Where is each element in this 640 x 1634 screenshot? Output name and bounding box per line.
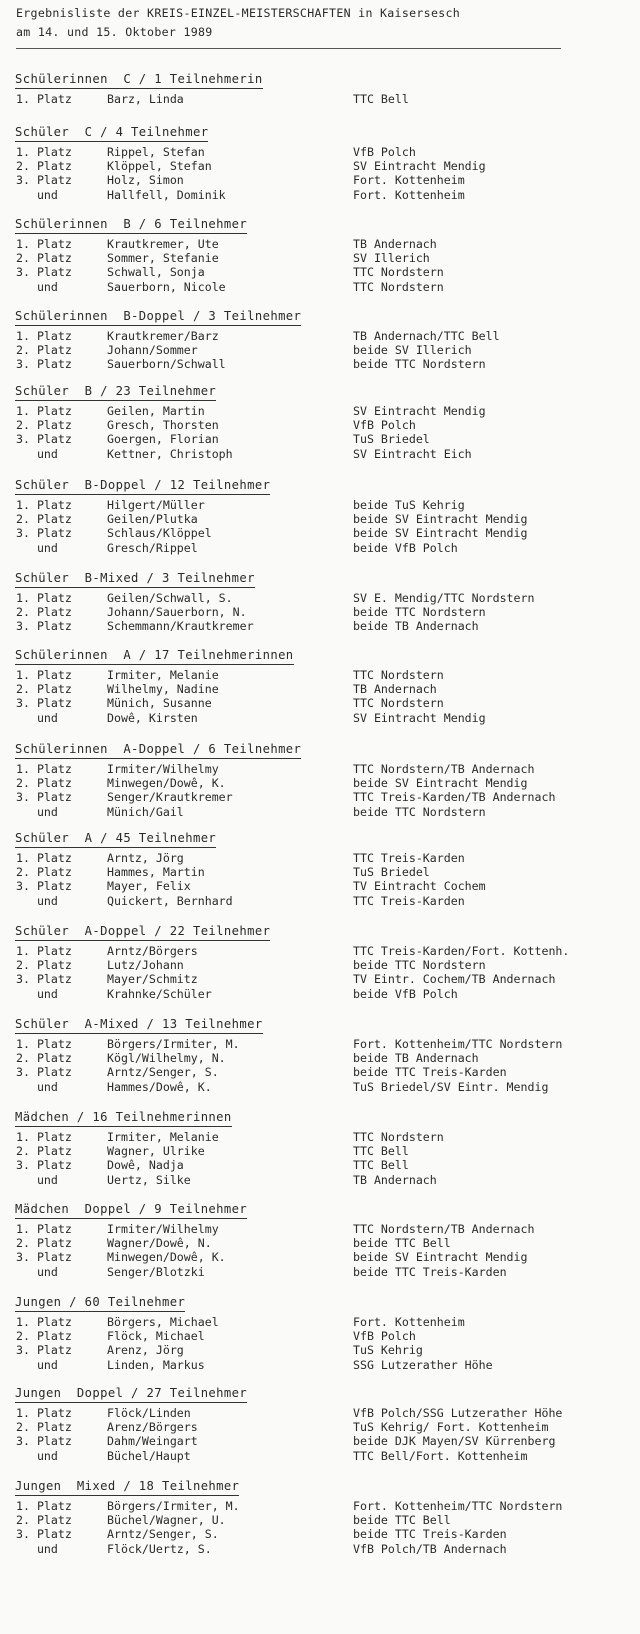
club-name: beide VfB Polch: [353, 986, 458, 1001]
club-name: TTC Treis-Karden: [353, 893, 465, 908]
player-name: Schlaus/Klöppel: [107, 526, 212, 541]
result-section: [15, 742, 635, 819]
placement: und: [16, 1541, 58, 1556]
placement: 3. Platz: [16, 1158, 72, 1173]
result-row: [15, 1527, 635, 1541]
player-name: Wilhelmy, Nadine: [107, 682, 219, 697]
result-row: [15, 188, 635, 202]
result-row: [15, 280, 635, 294]
result-section: [15, 571, 635, 634]
placement: 2. Platz: [16, 159, 72, 174]
result-row: [15, 805, 635, 819]
player-name: Sauerborn/Schwall: [107, 357, 226, 372]
player-name: Dowê, Nadja: [107, 1158, 184, 1173]
player-name: Hilgert/Müller: [107, 498, 205, 512]
placement: 1. Platz: [16, 668, 72, 682]
result-row: [15, 1358, 635, 1372]
club-name: Fort. Kottenheim: [353, 1315, 465, 1329]
result-row: [15, 1130, 635, 1144]
section-title: Schüler B-Mixed / 3 Teilnehmer: [15, 571, 255, 588]
club-name: TuS Briedel: [353, 865, 430, 880]
result-row: [15, 1144, 635, 1158]
result-row: [15, 251, 635, 265]
player-name: Kettner, Christoph: [107, 446, 233, 461]
club-name: TTC Bell: [353, 92, 409, 106]
club-name: VfB Polch/TB Andernach: [353, 1541, 507, 1556]
player-name: Schwall, Sonja: [107, 265, 205, 280]
club-name: Fort. Kottenheim: [353, 173, 465, 188]
club-name: TTC Nordstern: [353, 1130, 444, 1144]
placement: 1. Platz: [16, 1315, 72, 1329]
placement: 3. Platz: [16, 1065, 72, 1080]
placement: 2. Platz: [16, 251, 72, 266]
result-row: [15, 591, 635, 605]
section-title: Schülerinnen C / 1 Teilnehmerin: [15, 72, 263, 89]
club-name: TB Andernach: [353, 237, 437, 251]
club-name: beide SV Eintracht Mendig: [353, 526, 528, 541]
club-name: beide SV Illerich: [353, 343, 472, 358]
player-name: Johann/Sauerborn, N.: [107, 605, 247, 620]
result-row: [15, 1265, 635, 1279]
player-name: Krautkremer/Barz: [107, 329, 219, 343]
player-name: Sauerborn, Nicole: [107, 279, 226, 294]
result-section: [15, 831, 635, 908]
placement: 2. Platz: [16, 1420, 72, 1435]
player-name: Minwegen/Dowê, K.: [107, 776, 226, 791]
placement: 2. Platz: [16, 418, 72, 433]
placement: 2. Platz: [16, 865, 72, 880]
club-name: TuS Briedel: [353, 432, 430, 447]
result-row: [15, 711, 635, 725]
player-name: Senger/Blotzki: [107, 1264, 205, 1279]
club-name: beide DJK Mayen/SV Kürrenberg: [353, 1434, 556, 1449]
placement: 3. Platz: [16, 696, 72, 711]
section-title: Schülerinnen B / 6 Teilnehmer: [15, 217, 247, 234]
player-name: Sommer, Stefanie: [107, 251, 219, 266]
result-row: [15, 1542, 635, 1556]
player-name: Barz, Linda: [107, 92, 184, 106]
club-name: beide TuS Kehrig: [353, 498, 465, 512]
result-row: [15, 404, 635, 418]
placement: 1. Platz: [16, 404, 72, 418]
result-row: [15, 265, 635, 279]
club-name: Fort. Kottenheim/TTC Nordstern: [353, 1499, 563, 1513]
placement: und: [16, 986, 58, 1001]
result-row: [15, 790, 635, 804]
club-name: VfB Polch: [353, 1329, 416, 1344]
section-title: Schülerinnen A-Doppel / 6 Teilnehmer: [15, 742, 301, 759]
player-name: Geilen, Martin: [107, 404, 205, 418]
result-row: [15, 851, 635, 865]
result-section: [15, 478, 635, 555]
section-title: Mädchen Doppel / 9 Teilnehmer: [15, 1202, 247, 1219]
result-row: [15, 958, 635, 972]
player-name: Büchel/Wagner, U.: [107, 1513, 226, 1528]
placement: 1. Platz: [16, 329, 72, 343]
result-section: [15, 1295, 635, 1372]
player-name: Arenz/Börgers: [107, 1420, 198, 1435]
result-row: [15, 696, 635, 710]
section-title: Jungen / 60 Teilnehmer: [15, 1295, 185, 1312]
player-name: Schemmann/Krautkremer: [107, 619, 254, 634]
result-row: [15, 776, 635, 790]
placement: 1. Platz: [16, 498, 72, 512]
player-name: Goergen, Florian: [107, 432, 219, 447]
club-name: beide TB Andernach: [353, 1051, 479, 1066]
club-name: TTC Bell: [353, 1144, 409, 1159]
section-title: Schüler A-Doppel / 22 Teilnehmer: [15, 924, 270, 941]
club-name: TTC Treis-Karden: [353, 851, 465, 865]
result-row: [15, 498, 635, 512]
club-name: TuS Kehrig/ Fort. Kottenheim: [353, 1420, 549, 1435]
result-section: [15, 648, 635, 725]
player-name: Hammes, Martin: [107, 865, 205, 880]
player-name: Klöppel, Stefan: [107, 159, 212, 174]
club-name: SV E. Mendig/TTC Nordstern: [353, 591, 535, 605]
player-name: Quickert, Bernhard: [107, 893, 233, 908]
result-row: [15, 894, 635, 908]
player-name: Rippel, Stefan: [107, 145, 205, 159]
result-row: [15, 1222, 635, 1236]
placement: und: [16, 1079, 58, 1094]
placement: und: [16, 1172, 58, 1187]
section-title: Jungen Mixed / 18 Teilnehmer: [15, 1479, 239, 1496]
placement: 1. Platz: [16, 1406, 72, 1420]
result-row: [15, 1406, 635, 1420]
result-section: [15, 1017, 635, 1094]
placement: 3. Platz: [16, 1343, 72, 1358]
player-name: Wagner/Dowê, N.: [107, 1236, 212, 1251]
placement: 1. Platz: [16, 851, 72, 865]
placement: und: [16, 1264, 58, 1279]
result-row: [15, 762, 635, 776]
player-name: Flöck, Michael: [107, 1329, 205, 1344]
placement: 3. Platz: [16, 790, 72, 805]
section-title: Schülerinnen A / 17 Teilnehmerinnen: [15, 648, 294, 665]
club-name: beide TTC Bell: [353, 1513, 451, 1528]
placement: und: [16, 540, 58, 555]
player-name: Gresch, Thorsten: [107, 418, 219, 433]
result-row: [15, 1434, 635, 1448]
club-name: TV Eintracht Cochem: [353, 879, 486, 894]
result-row: [15, 1499, 635, 1513]
player-name: Johann/Sommer: [107, 343, 198, 358]
result-row: [15, 972, 635, 986]
result-row: [15, 173, 635, 187]
result-section: [15, 1479, 635, 1556]
placement: 2. Platz: [16, 512, 72, 527]
result-row: [15, 526, 635, 540]
placement: und: [16, 804, 58, 819]
club-name: TTC Nordstern: [353, 668, 444, 682]
section-title: Schüler A / 45 Teilnehmer: [15, 831, 216, 848]
club-name: beide TTC Nordstern: [353, 958, 486, 973]
club-name: beide TB Andernach: [353, 619, 479, 634]
club-name: SV Eintracht Mendig: [353, 159, 486, 174]
section-title: Schüler B-Doppel / 12 Teilnehmer: [15, 478, 270, 495]
club-name: Fort. Kottenheim/TTC Nordstern: [353, 1037, 563, 1051]
placement: 1. Platz: [16, 237, 72, 251]
result-row: [15, 1449, 635, 1463]
placement: 2. Platz: [16, 1513, 72, 1528]
club-name: TTC Treis-Karden/TB Andernach: [353, 790, 556, 805]
club-name: beide VfB Polch: [353, 540, 458, 555]
club-name: beide SV Eintracht Mendig: [353, 1250, 528, 1265]
result-row: [15, 145, 635, 159]
club-name: TTC Nordstern: [353, 279, 444, 294]
result-row: [15, 329, 635, 343]
result-row: [15, 541, 635, 555]
section-title: Mädchen / 16 Teilnehmerinnen: [15, 1110, 232, 1127]
player-name: Arntz, Jörg: [107, 851, 184, 865]
club-name: TB Andernach: [353, 1172, 437, 1187]
placement: 3. Platz: [16, 879, 72, 894]
section-title: Jungen Doppel / 27 Teilnehmer: [15, 1386, 247, 1403]
placement: 3. Platz: [16, 1434, 72, 1449]
section-title: Schüler C / 4 Teilnehmer: [15, 125, 208, 142]
placement: 1. Platz: [16, 92, 72, 106]
player-name: Geilen/Schwall, S.: [107, 591, 233, 605]
placement: 2. Platz: [16, 343, 72, 358]
placement: 3. Platz: [16, 526, 72, 541]
club-name: VfB Polch/SSG Lutzerather Höhe: [353, 1406, 563, 1420]
placement: 1. Platz: [16, 1037, 72, 1051]
result-row: [15, 432, 635, 446]
document-title: Ergebnisliste der KREIS-EINZEL-MEISTERSCHAFTEN in Kaisersesch: [16, 6, 461, 20]
result-row: [15, 1158, 635, 1172]
placement: 2. Platz: [16, 958, 72, 973]
player-name: Münich, Susanne: [107, 696, 212, 711]
player-name: Irmiter, Melanie: [107, 668, 219, 682]
result-row: [15, 1065, 635, 1079]
placement: und: [16, 893, 58, 908]
result-row: [15, 879, 635, 893]
placement: 2. Platz: [16, 776, 72, 791]
result-row: [15, 865, 635, 879]
club-name: SSG Lutzerather Höhe: [353, 1357, 493, 1372]
result-row: [15, 343, 635, 357]
club-name: beide TTC Treis-Karden: [353, 1065, 507, 1080]
placement: 1. Platz: [16, 1222, 72, 1236]
club-name: TB Andernach/TTC Bell: [353, 329, 500, 343]
section-title: Schüler A-Mixed / 13 Teilnehmer: [15, 1017, 263, 1034]
result-row: [15, 1236, 635, 1250]
result-row: [15, 668, 635, 682]
placement: 3. Platz: [16, 173, 72, 188]
player-name: Krautkremer, Ute: [107, 237, 219, 251]
placement: 3. Platz: [16, 1250, 72, 1265]
placement: 1. Platz: [16, 591, 72, 605]
placement: 3. Platz: [16, 619, 72, 634]
placement: und: [16, 1448, 58, 1463]
result-row: [15, 237, 635, 251]
result-section: [15, 924, 635, 1001]
result-section: [15, 1202, 635, 1279]
player-name: Dowê, Kirsten: [107, 710, 198, 725]
player-name: Irmiter/Wilhelmy: [107, 762, 219, 776]
player-name: Minwegen/Dowê, K.: [107, 1250, 226, 1265]
result-row: [15, 987, 635, 1001]
club-name: Fort. Kottenheim: [353, 187, 465, 202]
result-section: [15, 1110, 635, 1187]
player-name: Arenz, Jörg: [107, 1343, 184, 1358]
placement: 3. Platz: [16, 972, 72, 987]
placement: 1. Platz: [16, 1130, 72, 1144]
result-row: [15, 1037, 635, 1051]
result-row: [15, 605, 635, 619]
result-section: [15, 72, 635, 106]
club-name: TTC Nordstern/TB Andernach: [353, 762, 535, 776]
player-name: Geilen/Plutka: [107, 512, 198, 527]
result-row: [15, 682, 635, 696]
club-name: beide TTC Treis-Karden: [353, 1264, 507, 1279]
player-name: Irmiter/Wilhelmy: [107, 1222, 219, 1236]
player-name: Lutz/Johann: [107, 958, 184, 973]
result-row: [15, 1420, 635, 1434]
club-name: SV Eintracht Eich: [353, 446, 472, 461]
club-name: beide TTC Treis-Karden: [353, 1527, 507, 1542]
placement: und: [16, 279, 58, 294]
placement: 2. Platz: [16, 1236, 72, 1251]
placement: und: [16, 446, 58, 461]
placement: und: [16, 1357, 58, 1372]
player-name: Irmiter, Melanie: [107, 1130, 219, 1144]
result-section: [15, 125, 635, 202]
result-row: [15, 944, 635, 958]
player-name: Arntz/Börgers: [107, 944, 198, 958]
club-name: SV Illerich: [353, 251, 430, 266]
club-name: beide TTC Nordstern: [353, 605, 486, 620]
result-row: [15, 159, 635, 173]
club-name: TTC Nordstern/TB Andernach: [353, 1222, 535, 1236]
result-row: [15, 1329, 635, 1343]
player-name: Börgers, Michael: [107, 1315, 219, 1329]
placement: und: [16, 710, 58, 725]
club-name: beide TTC Nordstern: [353, 804, 486, 819]
placement: 2. Platz: [16, 605, 72, 620]
player-name: Senger/Krautkremer: [107, 790, 233, 805]
club-name: beide TTC Bell: [353, 1236, 451, 1251]
club-name: beide SV Eintracht Mendig: [353, 512, 528, 527]
player-name: Büchel/Haupt: [107, 1448, 191, 1463]
player-name: Krahnke/Schüler: [107, 986, 212, 1001]
result-section: [15, 309, 635, 372]
club-name: SV Eintracht Mendig: [353, 404, 486, 418]
result-row: [15, 1080, 635, 1094]
club-name: TV Eintr. Cochem/TB Andernach: [353, 972, 556, 987]
club-name: beide TTC Nordstern: [353, 357, 486, 372]
result-row: [15, 619, 635, 633]
player-name: Mayer, Felix: [107, 879, 191, 894]
player-name: Kögl/Wilhelmy, N.: [107, 1051, 226, 1066]
club-name: VfB Polch: [353, 418, 416, 433]
document-header: [16, 4, 576, 42]
result-row: [15, 1315, 635, 1329]
section-title: Schülerinnen B-Doppel / 3 Teilnehmer: [15, 309, 301, 326]
player-name: Dahm/Weingart: [107, 1434, 198, 1449]
placement: 3. Platz: [16, 265, 72, 280]
header-divider: [16, 48, 561, 49]
player-name: Börgers/Irmiter, M.: [107, 1499, 240, 1513]
player-name: Münich/Gail: [107, 804, 184, 819]
player-name: Flöck/Linden: [107, 1406, 191, 1420]
section-title: Schüler B / 23 Teilnehmer: [15, 384, 216, 401]
placement: 1. Platz: [16, 145, 72, 159]
placement: und: [16, 187, 58, 202]
club-name: TTC Nordstern: [353, 265, 444, 280]
result-row: [15, 1343, 635, 1357]
club-name: TTC Treis-Karden/Fort. Kottenh.: [353, 944, 570, 958]
result-row: [15, 418, 635, 432]
club-name: TuS Kehrig: [353, 1343, 423, 1358]
placement: 2. Platz: [16, 1051, 72, 1066]
player-name: Linden, Markus: [107, 1357, 205, 1372]
result-row: [15, 512, 635, 526]
result-section: [15, 1386, 635, 1463]
result-row: [15, 357, 635, 371]
club-name: VfB Polch: [353, 145, 416, 159]
placement: 1. Platz: [16, 944, 72, 958]
placement: 3. Platz: [16, 432, 72, 447]
result-row: [15, 1250, 635, 1264]
player-name: Hammes/Dowê, K.: [107, 1079, 212, 1094]
club-name: TB Andernach: [353, 682, 437, 697]
player-name: Arntz/Senger, S.: [107, 1527, 219, 1542]
player-name: Arntz/Senger, S.: [107, 1065, 219, 1080]
placement: 3. Platz: [16, 357, 72, 372]
club-name: TTC Bell/Fort. Kottenheim: [353, 1448, 528, 1463]
result-section: [15, 384, 635, 461]
player-name: Gresch/Rippel: [107, 540, 198, 555]
player-name: Hallfell, Dominik: [107, 187, 226, 202]
player-name: Börgers/Irmiter, M.: [107, 1037, 240, 1051]
club-name: TuS Briedel/SV Eintr. Mendig: [353, 1079, 549, 1094]
player-name: Flöck/Uertz, S.: [107, 1541, 212, 1556]
placement: 3. Platz: [16, 1527, 72, 1542]
placement: 2. Platz: [16, 682, 72, 697]
player-name: Holz, Simon: [107, 173, 184, 188]
result-row: [15, 447, 635, 461]
result-row: [15, 1173, 635, 1187]
club-name: SV Eintracht Mendig: [353, 710, 486, 725]
placement: 1. Platz: [16, 762, 72, 776]
club-name: TTC Bell: [353, 1158, 409, 1173]
document-date: am 14. und 15. Oktober 1989: [16, 25, 213, 39]
placement: 2. Platz: [16, 1144, 72, 1159]
result-section: [15, 217, 635, 294]
club-name: beide SV Eintracht Mendig: [353, 776, 528, 791]
result-row: [15, 92, 635, 106]
result-row: [15, 1513, 635, 1527]
result-row: [15, 1051, 635, 1065]
club-name: TTC Nordstern: [353, 696, 444, 711]
player-name: Uertz, Silke: [107, 1172, 191, 1187]
placement: 2. Platz: [16, 1329, 72, 1344]
player-name: Mayer/Schmitz: [107, 972, 198, 987]
player-name: Wagner, Ulrike: [107, 1144, 205, 1159]
placement: 1. Platz: [16, 1499, 72, 1513]
